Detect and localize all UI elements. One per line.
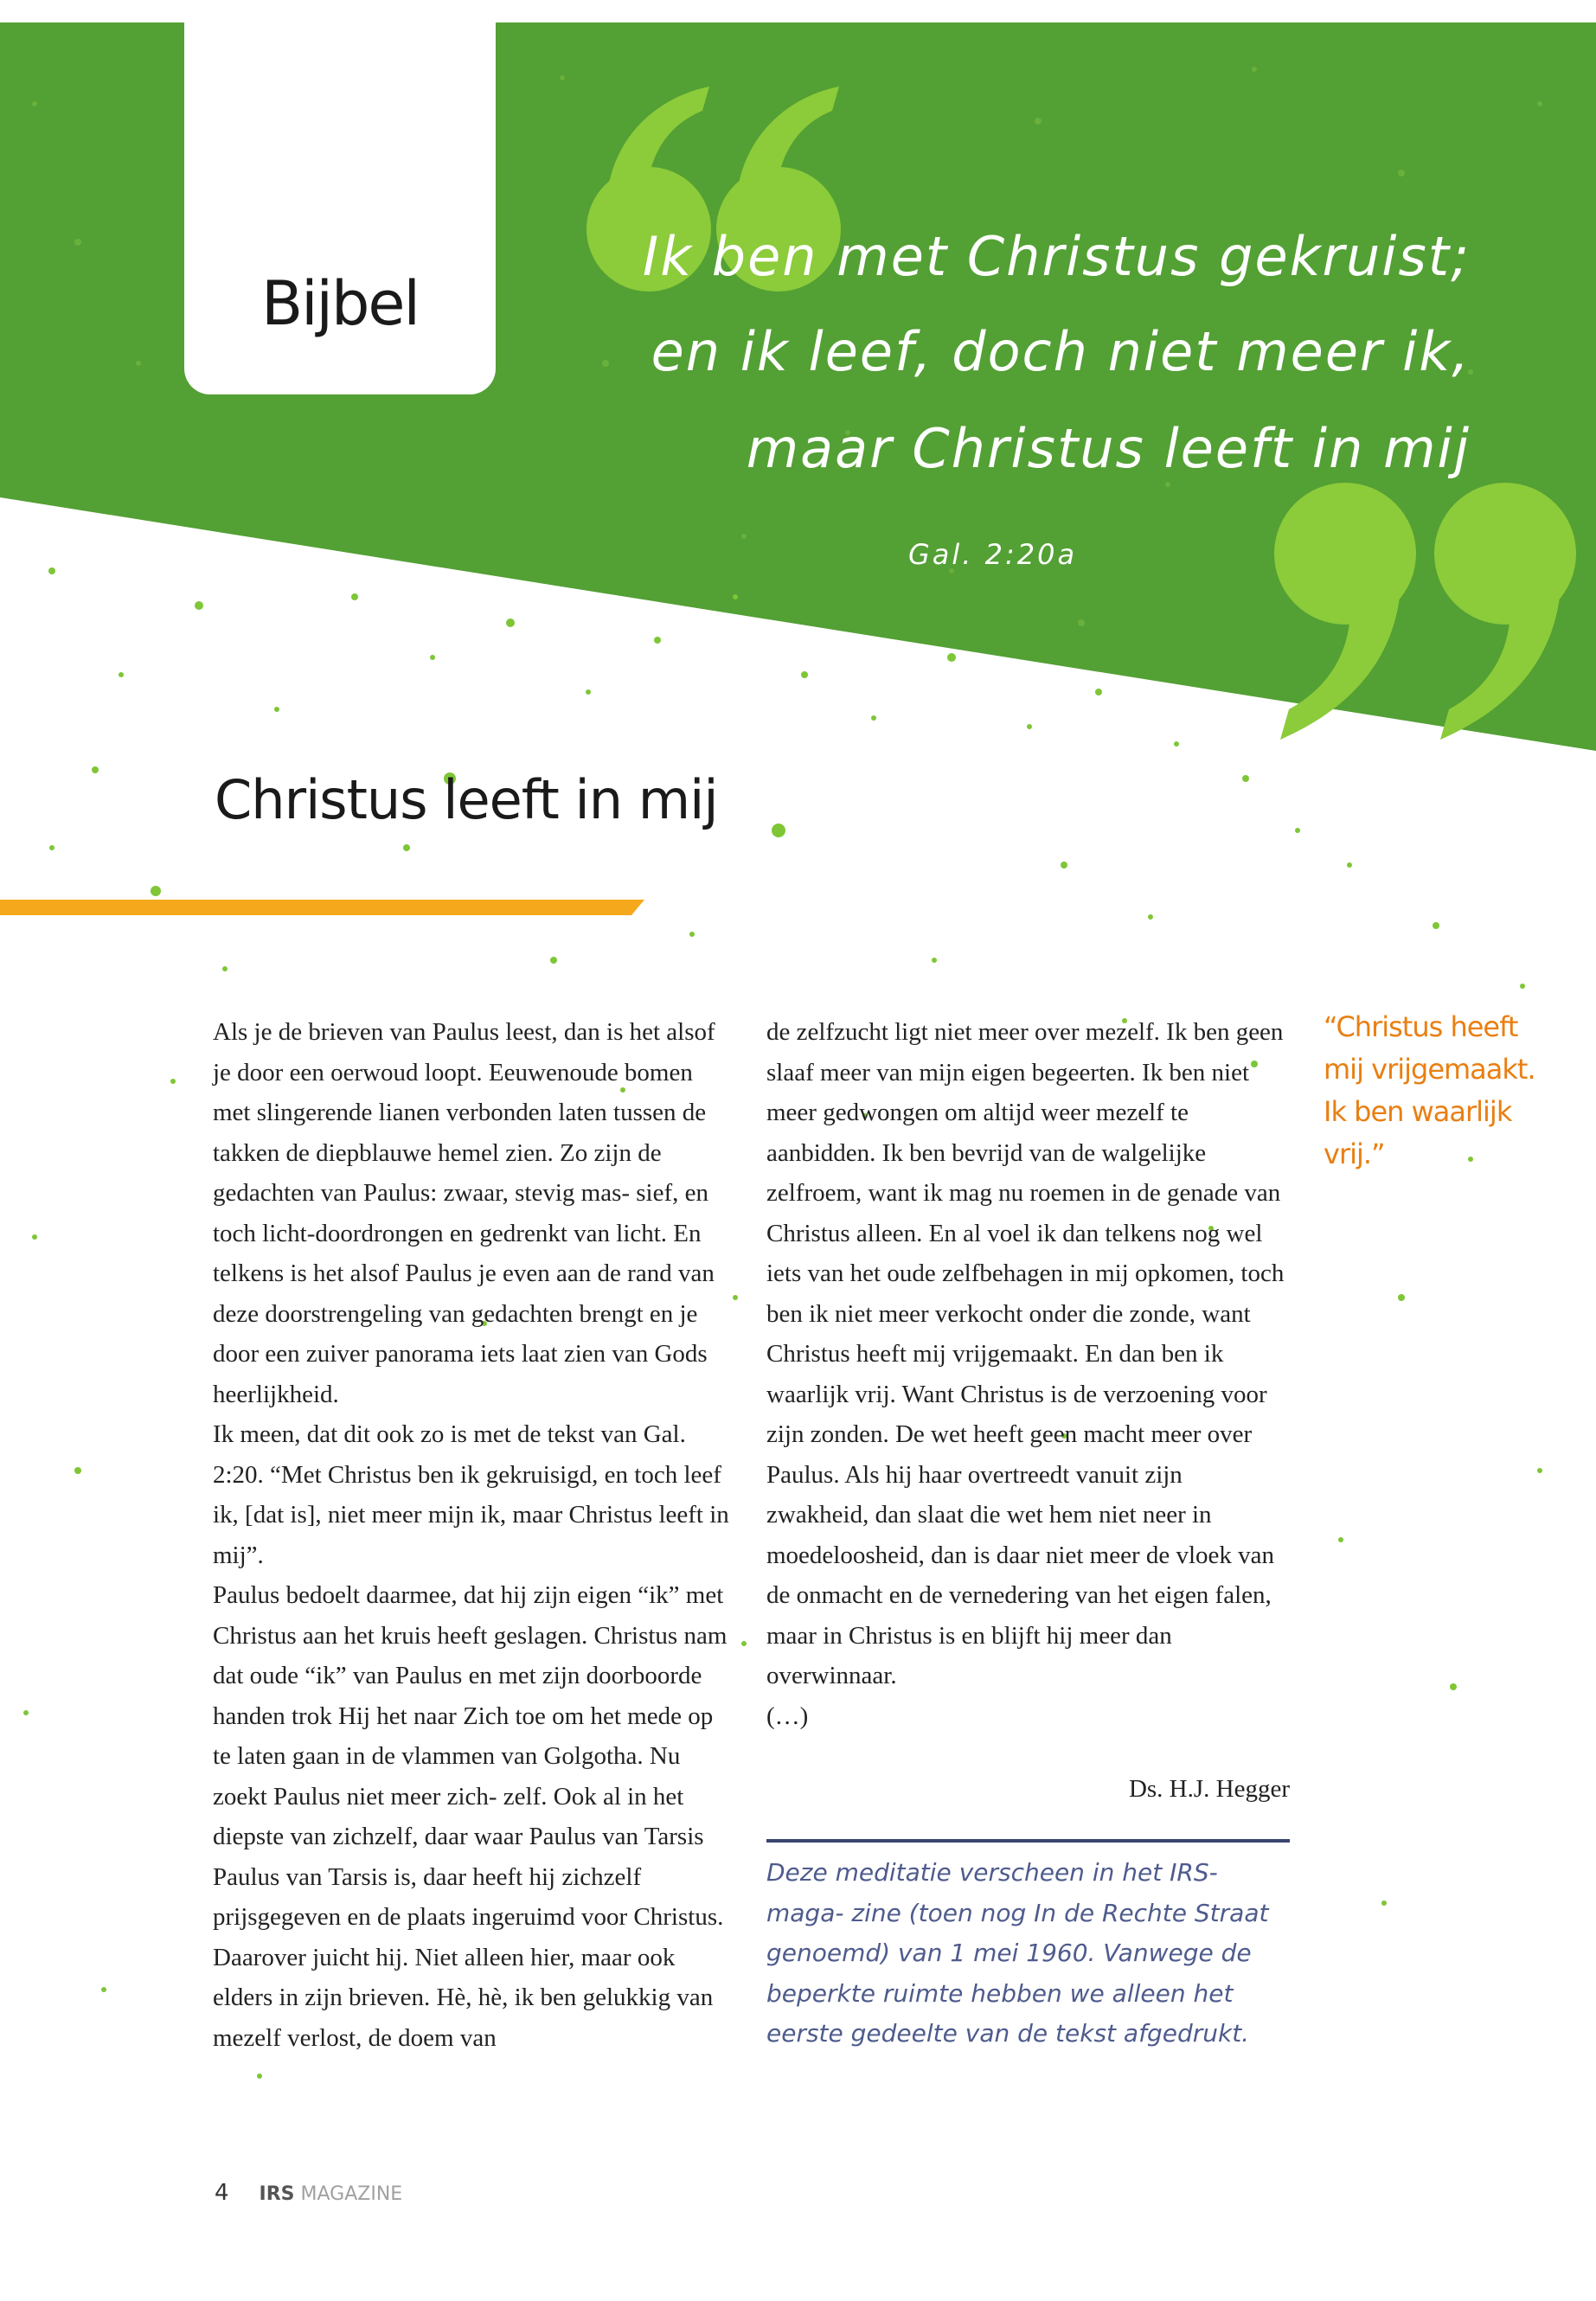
page-number: 4 (215, 2180, 229, 2206)
left-paragraph-2: Ik meen, dat dit ook zo is met de tekst van Gal. 2:20. “Met Christus ben ik gekruisigd, en toch leef ik, [dat is], niet meer mijn ik, maar Christus leeft in mij”. (213, 1420, 729, 1569)
left-paragraph-3: Paulus bedoelt daarmee, dat hij zijn eigen “ik” met Christus aan het kruis heeft geslagen. Christus nam dat oude “ik” van Paulus en met zijn doorboorde handen trok Hij het naar Zich toe om het mede op te laten gaan in de vlammen van Golgotha. Nu zoekt Paulus niet meer zich- zelf. Ook al in het diepste van zichzelf, daar waar Paulus van Tarsis Paulus van Tarsis is, daar heeft hij zichzelf prijsgegeven en de plaats ingeruimd voor Christus. Daarover juicht hij. Niet alleen hier, maar ook elders in zijn brieven. Hè, hè, ik ben gelukkig van mezelf verlost, de doem van (213, 1581, 727, 2052)
article-title: Christus leeft in mij (215, 768, 718, 831)
orange-accent-bar (0, 900, 644, 915)
left-paragraph-1: Als je de brieven van Paulus leest, dan is het alsof je door een oerwoud loopt. Eeuwenoude bomen met slingerende lianen verbonden laten tussen de takken de diepblauwe hemel zien. Zo zijn de gedachten van Paulus: zwaar, stevig mas- sief, en toch licht-doordrongen en gedrenkt van licht. En telkens is het alsof Paulus je even aan de rand van deze doorstrengeling van gedachten brengt en je door een zuiver panorama iets laat zien van Gods heerlijkheid. (213, 1018, 715, 1408)
right-paragraph-1: de zelfzucht ligt niet meer over mezelf. Ik ben geen slaaf meer van mijn eigen begeerten. Ik ben niet meer gedwongen om altijd weer mezelf te aanbidden. Ik ben bevrijd van de walgelijke zelfroem, want ik mag nu roemen in de genade van Christus alleen. En al voel ik dan telkens nog wel iets van het oude zelfbehagen in mij opkomen, toch ben ik niet meer verkocht onder die zonde, want Christus heeft mij vrijgemaakt. En dan ben ik waarlijk vrij. Want Christus is de verzoening voor zijn zonden. De wet heeft geen macht meer over Paulus. Als hij haar overtreedt vanuit zijn zwakheid, dan slaat die wet hem niet neer in moedeloosheid, dan is daar niet meer de vloek van de onmacht en de vernedering van het eigen falen, maar in Christus is en blijft hij meer dan overwinnaar. (766, 1018, 1285, 1689)
header-quote-line-1: Ik ben met Christus gekruist; (642, 225, 1471, 288)
page-footer (215, 2180, 402, 2206)
note-divider (766, 1839, 1290, 1843)
header-quote-line-2: en ik leef, doch niet meer ik, (651, 320, 1471, 383)
header-quote-line-3: maar Christus leeft in mij (746, 417, 1471, 480)
pull-quote: “Christus heeft mij vrijgemaakt. Ik ben waarlijk vrij.” (1324, 1010, 1535, 1170)
editorial-note: Deze meditatie verscheen in het IRS-maga- zine (toen nog In de Rechte Straat genoemd) van 1 mei 1960. Vanwege de beperkte ruimte hebben we alleen het eerste gedeelte van de tekst afgedrukt. (766, 1858, 1269, 2048)
footer-brand-light: MAGAZINE (300, 2183, 403, 2205)
quote-reference: Gal. 2:20a (908, 538, 1078, 571)
author-signature: Ds. H.J. Hegger (1128, 1775, 1290, 1803)
footer-brand-bold: IRS (259, 2183, 295, 2205)
section-tab (184, 0, 496, 394)
right-paragraph-2: (…) (766, 1702, 809, 1730)
section-tab-label: Bijbel (261, 268, 419, 339)
article-left-column (213, 1012, 732, 2058)
article-right-column (766, 1012, 1290, 1736)
